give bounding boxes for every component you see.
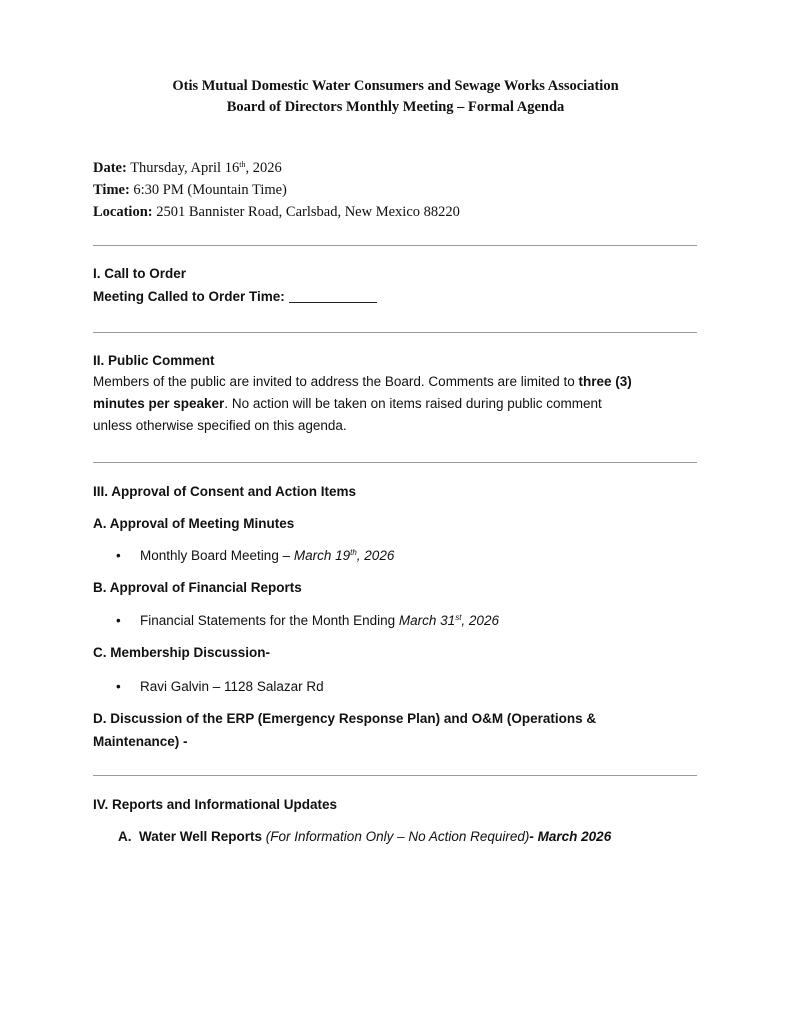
meeting-location bbox=[93, 204, 460, 221]
date-value-post: , 2026 bbox=[245, 160, 282, 176]
list-item bbox=[116, 613, 499, 628]
time-value: 6:30 PM (Mountain Time) bbox=[133, 182, 287, 198]
agenda-title: Board of Directors Monthly Meeting – Formal Agenda bbox=[226, 99, 565, 115]
meeting-date bbox=[93, 160, 282, 177]
water-well-reports-note: (For Information Only – No Action Required) bbox=[262, 829, 530, 844]
water-well-reports-label: Water Well Reports bbox=[139, 829, 263, 844]
approval-financial-heading: B. Approval of Financial Reports bbox=[93, 580, 302, 595]
bullet-icon: • bbox=[116, 679, 121, 694]
financial-item-text: Financial Statements for the Month Ending bbox=[140, 613, 399, 628]
membership-discussion-heading: C. Membership Discussion- bbox=[93, 645, 271, 660]
divider bbox=[93, 775, 697, 776]
financial-item-date bbox=[399, 613, 499, 628]
public-comment-text bbox=[93, 371, 703, 437]
financial-date-pre: March 31 bbox=[398, 613, 456, 628]
time-blank-line bbox=[289, 290, 377, 303]
date-label: Date: bbox=[93, 160, 127, 176]
public-comment-text-a: Members of the public are invited to address the Board. Comments are limited to bbox=[93, 374, 579, 389]
approval-minutes-heading: A. Approval of Meeting Minutes bbox=[93, 516, 295, 531]
called-to-order-time bbox=[93, 289, 377, 304]
section-approval-heading: III. Approval of Consent and Action Items bbox=[93, 484, 357, 499]
minutes-date-pre: March 19 bbox=[293, 548, 351, 563]
location-label: Location: bbox=[93, 204, 153, 220]
erp-discussion-heading-line1: D. Discussion of the ERP (Emergency Response Plan) and O&M (Operations & bbox=[93, 711, 597, 726]
section-reports-heading: IV. Reports and Informational Updates bbox=[93, 797, 338, 812]
date-value-sup: th bbox=[239, 160, 246, 169]
list-item bbox=[116, 548, 394, 563]
time-label: Time: bbox=[93, 182, 130, 198]
erp-discussion-heading-line2: Maintenance) - bbox=[93, 734, 188, 749]
divider bbox=[93, 245, 697, 246]
bullet-icon: • bbox=[116, 613, 121, 628]
organization-title: Otis Mutual Domestic Water Consumers and Sewage Works Association bbox=[172, 78, 619, 94]
bullet-icon: • bbox=[116, 548, 121, 563]
called-to-order-label: Meeting Called to Order Time: bbox=[93, 289, 285, 304]
water-well-reports-date: - March 2026 bbox=[529, 829, 612, 844]
public-comment-bold-2: minutes per speaker bbox=[93, 396, 225, 411]
public-comment-bold-1: three (3) bbox=[578, 374, 632, 389]
public-comment-text-c: unless otherwise specified on this agenda. bbox=[93, 418, 347, 433]
meeting-time bbox=[93, 182, 287, 199]
minutes-date-post: , 2026 bbox=[356, 548, 395, 563]
section-public-comment-heading: II. Public Comment bbox=[93, 353, 215, 368]
divider bbox=[93, 462, 697, 463]
public-comment-text-b: . No action will be taken on items raised during public comment bbox=[224, 396, 602, 411]
membership-item-text: Ravi Galvin – 1128 Salazar Rd bbox=[140, 679, 324, 694]
divider bbox=[93, 332, 697, 333]
minutes-item-date bbox=[294, 548, 395, 563]
water-well-reports-item bbox=[118, 829, 611, 844]
section-call-to-order-heading: I. Call to Order bbox=[93, 266, 187, 281]
financial-date-sup: st bbox=[455, 613, 462, 622]
minutes-date-sup: th bbox=[350, 548, 357, 557]
item-letter: A. bbox=[118, 829, 132, 844]
date-value-pre: Thursday, April 16 bbox=[130, 160, 240, 176]
location-value: 2501 Bannister Road, Carlsbad, New Mexico 88220 bbox=[156, 204, 460, 220]
list-item bbox=[116, 679, 324, 694]
minutes-item-text: Monthly Board Meeting – bbox=[140, 548, 294, 563]
financial-date-post: , 2026 bbox=[461, 613, 499, 628]
